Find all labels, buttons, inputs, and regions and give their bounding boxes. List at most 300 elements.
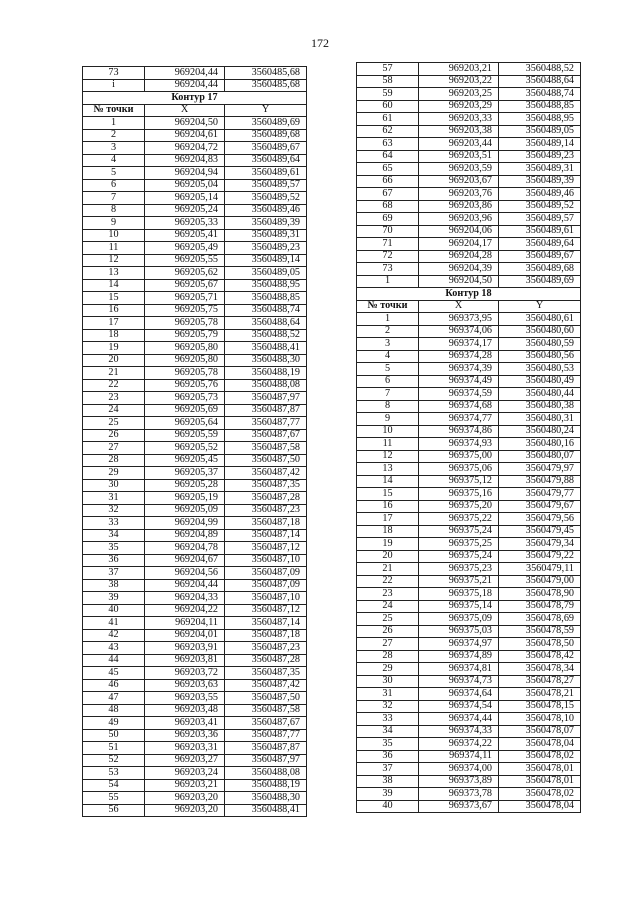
x-coordinate: 969205,59 — [145, 429, 225, 442]
point-number: 46 — [83, 679, 145, 692]
table-row — [357, 738, 581, 751]
header-point-number: № точки — [357, 300, 419, 313]
point-number: 64 — [357, 150, 419, 163]
y-coordinate: 3560487,67 — [225, 429, 307, 442]
y-coordinate: 3560487,67 — [225, 717, 307, 730]
x-coordinate: 969374,59 — [419, 388, 499, 401]
point-number: 60 — [357, 100, 419, 113]
y-coordinate: 3560489,52 — [225, 192, 307, 205]
point-number: 1 — [357, 313, 419, 326]
point-number: 16 — [83, 304, 145, 317]
point-number: 11 — [357, 438, 419, 451]
x-coordinate: 969375,22 — [419, 513, 499, 526]
x-coordinate: 969203,21 — [145, 779, 225, 792]
y-coordinate: 3560489,46 — [499, 188, 581, 201]
table-row — [357, 225, 581, 238]
x-coordinate: 969374,89 — [419, 650, 499, 663]
x-coordinate: 969375,03 — [419, 625, 499, 638]
point-number: 61 — [357, 113, 419, 126]
table-row — [83, 192, 307, 205]
table-row — [357, 488, 581, 501]
point-number: 29 — [83, 467, 145, 480]
y-coordinate: 3560488,08 — [225, 767, 307, 780]
x-coordinate: 969203,59 — [419, 163, 499, 176]
y-coordinate: 3560488,19 — [225, 779, 307, 792]
y-coordinate: 3560479,67 — [499, 500, 581, 513]
point-number: 50 — [83, 729, 145, 742]
table-row — [83, 792, 307, 805]
x-coordinate: 969203,36 — [145, 729, 225, 742]
y-coordinate: 3560489,39 — [225, 217, 307, 230]
table-row — [83, 217, 307, 230]
point-number: 29 — [357, 663, 419, 676]
y-coordinate: 3560489,14 — [499, 138, 581, 151]
table-row — [83, 379, 307, 392]
x-coordinate: 969205,41 — [145, 229, 225, 242]
y-coordinate: 3560489,67 — [499, 250, 581, 263]
x-coordinate: 969375,23 — [419, 563, 499, 576]
contour-title: Контур 17 — [83, 92, 307, 105]
table-row — [357, 663, 581, 676]
y-coordinate: 3560488,74 — [225, 304, 307, 317]
table-row — [357, 100, 581, 113]
table-row — [83, 804, 307, 817]
point-number: 40 — [357, 800, 419, 813]
point-number: 66 — [357, 175, 419, 188]
point-number: 55 — [83, 792, 145, 805]
x-coordinate: 969203,25 — [419, 88, 499, 101]
x-coordinate: 969373,78 — [419, 788, 499, 801]
x-coordinate: 969205,19 — [145, 492, 225, 505]
x-coordinate: 969203,41 — [145, 717, 225, 730]
y-coordinate: 3560478,04 — [499, 800, 581, 813]
point-number: 12 — [83, 254, 145, 267]
y-coordinate: 3560479,22 — [499, 550, 581, 563]
table-row — [83, 429, 307, 442]
x-coordinate: 969203,31 — [145, 742, 225, 755]
x-coordinate: 969374,77 — [419, 413, 499, 426]
table-row — [83, 517, 307, 530]
y-coordinate: 3560489,46 — [225, 204, 307, 217]
point-number: 9 — [83, 217, 145, 230]
table-row — [357, 588, 581, 601]
table-row — [83, 317, 307, 330]
x-coordinate: 969205,73 — [145, 392, 225, 405]
table-row — [83, 542, 307, 555]
x-coordinate: 969203,48 — [145, 704, 225, 717]
point-number: 32 — [357, 700, 419, 713]
table-row — [83, 529, 307, 542]
x-coordinate: 969373,67 — [419, 800, 499, 813]
y-coordinate: 3560487,10 — [225, 554, 307, 567]
x-coordinate: 969203,63 — [145, 679, 225, 692]
table-row — [83, 142, 307, 155]
y-coordinate: 3560489,57 — [225, 179, 307, 192]
y-coordinate: 3560478,42 — [499, 650, 581, 663]
header-x: X — [419, 300, 499, 313]
table-row — [83, 67, 307, 80]
table-row — [83, 254, 307, 267]
point-number: 44 — [83, 654, 145, 667]
x-coordinate: 969204,44 — [145, 579, 225, 592]
y-coordinate: 3560489,64 — [499, 238, 581, 251]
y-coordinate: 3560480,44 — [499, 388, 581, 401]
y-coordinate: 3560478,07 — [499, 725, 581, 738]
point-number: 35 — [357, 738, 419, 751]
x-coordinate: 969374,00 — [419, 763, 499, 776]
point-number: 43 — [83, 642, 145, 655]
table-row — [83, 704, 307, 717]
table-row — [357, 763, 581, 776]
point-number: 21 — [357, 563, 419, 576]
point-number: 13 — [83, 267, 145, 280]
x-coordinate: 969374,44 — [419, 713, 499, 726]
x-coordinate: 969204,50 — [145, 117, 225, 130]
table-row — [83, 579, 307, 592]
y-coordinate: 3560488,19 — [225, 367, 307, 380]
x-coordinate: 969205,80 — [145, 354, 225, 367]
point-number: 14 — [83, 279, 145, 292]
y-coordinate: 3560487,28 — [225, 654, 307, 667]
x-coordinate: 969375,25 — [419, 538, 499, 551]
table-row — [83, 342, 307, 355]
table-row — [83, 442, 307, 455]
point-number: 52 — [83, 754, 145, 767]
x-coordinate: 969205,78 — [145, 367, 225, 380]
table-row — [357, 675, 581, 688]
x-coordinate: 969205,69 — [145, 404, 225, 417]
table-row — [357, 688, 581, 701]
y-coordinate: 3560489,69 — [499, 275, 581, 288]
x-coordinate: 969204,33 — [145, 592, 225, 605]
point-number: 31 — [357, 688, 419, 701]
point-number: 56 — [83, 804, 145, 817]
x-coordinate: 969204,22 — [145, 604, 225, 617]
x-coordinate: 969375,06 — [419, 463, 499, 476]
x-coordinate: 969203,44 — [419, 138, 499, 151]
table-row — [357, 63, 581, 76]
x-coordinate: 969203,76 — [419, 188, 499, 201]
x-coordinate: 969375,00 — [419, 450, 499, 463]
y-coordinate: 3560488,64 — [499, 75, 581, 88]
x-coordinate: 969204,78 — [145, 542, 225, 555]
y-coordinate: 3560487,77 — [225, 417, 307, 430]
x-coordinate: 969203,21 — [419, 63, 499, 76]
x-coordinate: 969204,67 — [145, 554, 225, 567]
y-coordinate: 3560487,23 — [225, 504, 307, 517]
point-number: 25 — [83, 417, 145, 430]
point-number: 30 — [83, 479, 145, 492]
y-coordinate: 3560487,87 — [225, 404, 307, 417]
y-coordinate: 3560488,41 — [225, 804, 307, 817]
x-coordinate: 969204,94 — [145, 167, 225, 180]
y-coordinate: 3560488,52 — [499, 63, 581, 76]
table-row — [357, 400, 581, 413]
x-coordinate: 969204,61 — [145, 129, 225, 142]
y-coordinate: 3560489,39 — [499, 175, 581, 188]
point-number: 19 — [83, 342, 145, 355]
y-coordinate: 3560480,53 — [499, 363, 581, 376]
y-coordinate: 3560487,50 — [225, 454, 307, 467]
coordinates-table-right — [356, 62, 581, 813]
point-number: 65 — [357, 163, 419, 176]
page-number: 172 — [311, 36, 329, 50]
header-x: X — [145, 104, 225, 117]
point-number: 58 — [357, 75, 419, 88]
table-row — [83, 729, 307, 742]
y-coordinate: 3560480,38 — [499, 400, 581, 413]
y-coordinate: 3560478,01 — [499, 763, 581, 776]
table-row — [83, 304, 307, 317]
point-number: 14 — [357, 475, 419, 488]
y-coordinate: 3560480,59 — [499, 338, 581, 351]
x-coordinate: 969374,17 — [419, 338, 499, 351]
table-row — [357, 450, 581, 463]
table-row — [357, 413, 581, 426]
x-coordinate: 969204,50 — [419, 275, 499, 288]
x-coordinate: 969203,33 — [419, 113, 499, 126]
y-coordinate: 3560487,97 — [225, 392, 307, 405]
table-row — [357, 188, 581, 201]
table-row — [83, 79, 307, 92]
y-coordinate: 3560485,68 — [225, 79, 307, 92]
point-number: 73 — [357, 263, 419, 276]
y-coordinate: 3560487,12 — [225, 604, 307, 617]
column-header-row — [83, 104, 307, 117]
y-coordinate: 3560479,56 — [499, 513, 581, 526]
point-number: 7 — [83, 192, 145, 205]
point-number: 8 — [357, 400, 419, 413]
table-row — [357, 350, 581, 363]
y-coordinate: 3560480,07 — [499, 450, 581, 463]
point-number: 30 — [357, 675, 419, 688]
point-number: 10 — [357, 425, 419, 438]
header-y: Y — [499, 300, 581, 313]
table-row — [83, 392, 307, 405]
y-coordinate: 3560489,68 — [225, 129, 307, 142]
x-coordinate: 969375,12 — [419, 475, 499, 488]
x-coordinate: 969375,24 — [419, 550, 499, 563]
y-coordinate: 3560480,31 — [499, 413, 581, 426]
x-coordinate: 969375,18 — [419, 588, 499, 601]
x-coordinate: 969205,45 — [145, 454, 225, 467]
x-coordinate: 969203,22 — [419, 75, 499, 88]
table-row — [357, 113, 581, 126]
point-number: 17 — [357, 513, 419, 526]
x-coordinate: 969204,39 — [419, 263, 499, 276]
y-coordinate: 3560479,97 — [499, 463, 581, 476]
y-coordinate: 3560478,10 — [499, 713, 581, 726]
x-coordinate: 969204,06 — [419, 225, 499, 238]
point-number: 34 — [83, 529, 145, 542]
point-number: 70 — [357, 225, 419, 238]
y-coordinate: 3560479,88 — [499, 475, 581, 488]
table-row — [83, 779, 307, 792]
table-row — [357, 775, 581, 788]
x-coordinate: 969203,20 — [145, 792, 225, 805]
table-row — [357, 713, 581, 726]
x-coordinate: 969203,51 — [419, 150, 499, 163]
table-row — [357, 550, 581, 563]
y-coordinate: 3560488,95 — [225, 279, 307, 292]
point-number: 18 — [357, 525, 419, 538]
table-row — [357, 513, 581, 526]
table-row — [357, 788, 581, 801]
table-row — [83, 479, 307, 492]
y-coordinate: 3560488,30 — [225, 354, 307, 367]
y-coordinate: 3560488,41 — [225, 342, 307, 355]
point-number: 27 — [83, 442, 145, 455]
table-row — [357, 325, 581, 338]
x-coordinate: 969204,83 — [145, 154, 225, 167]
point-number: 63 — [357, 138, 419, 151]
table-row — [357, 475, 581, 488]
table-row — [357, 163, 581, 176]
point-number: 4 — [83, 154, 145, 167]
table-row — [357, 750, 581, 763]
table-row — [83, 279, 307, 292]
y-coordinate: 3560487,87 — [225, 742, 307, 755]
x-coordinate: 969203,29 — [419, 100, 499, 113]
point-number: 35 — [83, 542, 145, 555]
y-coordinate: 3560488,30 — [225, 792, 307, 805]
y-coordinate: 3560478,04 — [499, 738, 581, 751]
y-coordinate: 3560489,61 — [499, 225, 581, 238]
y-coordinate: 3560487,10 — [225, 592, 307, 605]
point-number: 45 — [83, 667, 145, 680]
x-coordinate: 969204,28 — [419, 250, 499, 263]
x-coordinate: 969205,67 — [145, 279, 225, 292]
x-coordinate: 969203,86 — [419, 200, 499, 213]
point-number: 20 — [357, 550, 419, 563]
table-row — [83, 454, 307, 467]
x-coordinate: 969205,71 — [145, 292, 225, 305]
y-coordinate: 3560488,85 — [225, 292, 307, 305]
x-coordinate: 969203,55 — [145, 692, 225, 705]
y-coordinate: 3560489,05 — [225, 267, 307, 280]
point-number: 28 — [83, 454, 145, 467]
point-number: 16 — [357, 500, 419, 513]
table-row — [83, 654, 307, 667]
x-coordinate: 969374,93 — [419, 438, 499, 451]
x-coordinate: 969203,27 — [145, 754, 225, 767]
table-row — [83, 767, 307, 780]
y-coordinate: 3560480,24 — [499, 425, 581, 438]
table-row — [357, 388, 581, 401]
y-coordinate: 3560489,23 — [225, 242, 307, 255]
table-row — [83, 492, 307, 505]
x-coordinate: 969204,01 — [145, 629, 225, 642]
table-row — [357, 800, 581, 813]
table-row — [83, 592, 307, 605]
table-row — [357, 88, 581, 101]
y-coordinate: 3560478,50 — [499, 638, 581, 651]
header-y: Y — [225, 104, 307, 117]
table-row — [83, 604, 307, 617]
y-coordinate: 3560480,49 — [499, 375, 581, 388]
point-number: 15 — [83, 292, 145, 305]
table-row — [357, 600, 581, 613]
y-coordinate: 3560488,95 — [499, 113, 581, 126]
point-number: 15 — [357, 488, 419, 501]
x-coordinate: 969203,24 — [145, 767, 225, 780]
y-coordinate: 3560489,31 — [499, 163, 581, 176]
table-row — [83, 179, 307, 192]
x-coordinate: 969374,97 — [419, 638, 499, 651]
point-number: 3 — [357, 338, 419, 351]
x-coordinate: 969375,20 — [419, 500, 499, 513]
x-coordinate: 969205,79 — [145, 329, 225, 342]
table-row — [357, 263, 581, 276]
y-coordinate: 3560487,23 — [225, 642, 307, 655]
table-row — [357, 613, 581, 626]
header-point-number: № точки — [83, 104, 145, 117]
point-number: 37 — [83, 567, 145, 580]
y-coordinate: 3560480,61 — [499, 313, 581, 326]
point-number: 49 — [83, 717, 145, 730]
x-coordinate: 969374,11 — [419, 750, 499, 763]
point-number: 5 — [357, 363, 419, 376]
x-coordinate: 969205,09 — [145, 504, 225, 517]
table-row — [83, 667, 307, 680]
point-number: 67 — [357, 188, 419, 201]
table-row — [83, 617, 307, 630]
y-coordinate: 3560485,68 — [225, 67, 307, 80]
x-coordinate: 969203,67 — [419, 175, 499, 188]
y-coordinate: 3560487,77 — [225, 729, 307, 742]
table-body — [357, 63, 581, 813]
y-coordinate: 3560489,05 — [499, 125, 581, 138]
y-coordinate: 3560480,56 — [499, 350, 581, 363]
point-number: 24 — [83, 404, 145, 417]
table-row — [357, 538, 581, 551]
y-coordinate: 3560487,18 — [225, 517, 307, 530]
point-number: 34 — [357, 725, 419, 738]
x-coordinate: 969205,24 — [145, 204, 225, 217]
table-row — [357, 463, 581, 476]
point-number: 54 — [83, 779, 145, 792]
point-number: 22 — [83, 379, 145, 392]
table-row — [357, 725, 581, 738]
y-coordinate: 3560480,16 — [499, 438, 581, 451]
table-row — [357, 575, 581, 588]
y-coordinate: 3560487,42 — [225, 679, 307, 692]
x-coordinate: 969374,49 — [419, 375, 499, 388]
point-number: 68 — [357, 200, 419, 213]
point-number: 36 — [357, 750, 419, 763]
point-number: 41 — [83, 617, 145, 630]
point-number: 2 — [357, 325, 419, 338]
x-coordinate: 969205,75 — [145, 304, 225, 317]
y-coordinate: 3560488,08 — [225, 379, 307, 392]
point-number: 23 — [357, 588, 419, 601]
y-coordinate: 3560489,68 — [499, 263, 581, 276]
point-number: 39 — [357, 788, 419, 801]
point-number: 22 — [357, 575, 419, 588]
y-coordinate: 3560478,01 — [499, 775, 581, 788]
table-row — [83, 692, 307, 705]
x-coordinate: 969205,55 — [145, 254, 225, 267]
table-row — [83, 642, 307, 655]
coordinates-table-left — [82, 66, 307, 817]
point-number: 3 — [83, 142, 145, 155]
point-number: 5 — [83, 167, 145, 180]
y-coordinate: 3560488,52 — [225, 329, 307, 342]
x-coordinate: 969205,49 — [145, 242, 225, 255]
y-coordinate: 3560487,58 — [225, 442, 307, 455]
point-number: 6 — [357, 375, 419, 388]
y-coordinate: 3560487,28 — [225, 492, 307, 505]
